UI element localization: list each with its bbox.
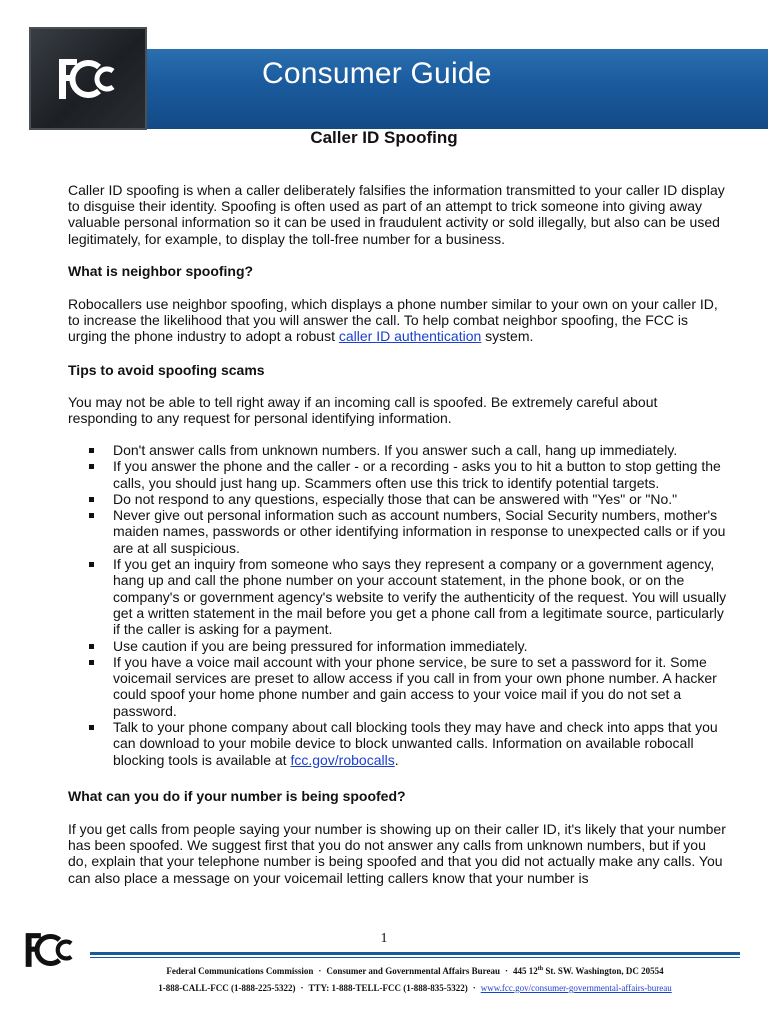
footer-address-line: Federal Communications Commission · Consumer and Governmental Affairs Bureau · 445 12th St. SW. Washington, DC 20554 xyxy=(166,966,664,976)
fcc-logo-icon xyxy=(24,930,78,970)
page-number: 1 xyxy=(380,931,388,946)
fcc-logo xyxy=(29,27,147,130)
intro-paragraph: Caller ID spoofing is when a caller deliberately falsifies the information transmitted to your caller ID display to disguise their identity. Spoofing is often used as part of an attempt to trick someone into giving away valuable personal information so it can be used in fraudulent activity or sold illegally, but also can be used legitimately, for example, to display the toll-free number for a business. xyxy=(68,182,725,247)
fcc-logo-icon xyxy=(57,57,121,101)
footer-address: 445 12th St. SW. Washington, DC 20554 xyxy=(513,966,664,976)
list-item: Do not respond to any questions, especially those that can be answered with "Yes" or "No." xyxy=(68,491,732,507)
list-item: Never give out personal information such as account numbers, Social Security numbers, mother's maiden names, passwords or other identifying information in response to unexpected calls or if you are at all suspicious. xyxy=(68,507,732,556)
footer-tty: TTY: 1-888-TELL-FCC (1-888-835-5322) xyxy=(308,983,468,993)
list-item: Use caution if you are being pressured for information immediately. xyxy=(68,638,732,654)
footer-divider-thin xyxy=(90,957,740,958)
list-item: If you get an inquiry from someone who says they represent a company or a government agency, hang up and call the phone number on your account statement, in the phone book, or on the company's or government agency's website to verify the authenticity of the request. You will usually get a written statement in the mail before you get a phone call from a legitimate source, particularly if the caller is asking for a payment. xyxy=(68,556,732,637)
footer-contact-line: 1-888-CALL-FCC (1-888-225-5322) · TTY: 1-888-TELL-FCC (1-888-835-5322) · www.fcc.gov/consumer-governmental-affairs-bureau xyxy=(158,983,672,993)
section-heading-neighbor-spoofing: What is neighbor spoofing? xyxy=(68,263,254,279)
footer-bureau: Consumer and Governmental Affairs Bureau xyxy=(326,966,501,976)
page-banner-title: Consumer Guide xyxy=(262,57,492,90)
neighbor-spoofing-paragraph: Robocallers use neighbor spoofing, which displays a phone number similar to your own on your caller ID, to increase the likelihood that you will answer the call. To help combat neighbor spoofing, the FCC is urging the phone industry to adopt a robust caller ID authentication system. xyxy=(68,296,718,345)
list-item: Don't answer calls from unknown numbers. If you answer such a call, hang up immediately. xyxy=(68,442,732,458)
footer-fcc-logo xyxy=(24,930,78,975)
footer-url-link[interactable]: www.fcc.gov/consumer-governmental-affairs-bureau xyxy=(480,983,672,993)
footer-phone: 1-888-CALL-FCC (1-888-225-5322) xyxy=(158,983,296,993)
fcc-robocalls-link[interactable]: fcc.gov/robocalls xyxy=(290,751,395,768)
document-title: Caller ID Spoofing xyxy=(310,128,458,147)
section-heading-tips: Tips to avoid spoofing scams xyxy=(68,362,265,378)
list-item: If you have a voice mail account with your phone service, be sure to set a password for it. Some voicemail services are preset to allow access if you call in from your own phone number. A hacker could spoof your home phone number and gain access to your voice mail if you do not set a password. xyxy=(68,654,732,719)
list-item: If you answer the phone and the caller - or a recording - asks you to hit a button to stop getting the calls, you should just hang up. Scammers often use this trick to identify potential targets. xyxy=(68,458,732,491)
number-spoofed-paragraph: If you get calls from people saying your number is showing up on their caller ID, it's likely that your number has been spoofed. We suggest first that you do not answer any calls from unknown numbers, but if you do, explain that your telephone number is being spoofed and that you did not actually make any calls. You can also place a message on your voicemail letting callers know that your number is xyxy=(68,821,726,886)
tips-list xyxy=(68,442,732,768)
caller-id-authentication-link[interactable]: caller ID authentication xyxy=(338,328,482,345)
tips-intro-paragraph: You may not be able to tell right away if an incoming call is spoofed. Be extremely careful about responding to any request for personal identifying information. xyxy=(68,394,658,427)
footer-org: Federal Communications Commission xyxy=(166,966,314,976)
list-item: Talk to your phone company about call blocking tools they may have and check into apps that you can download to your mobile device to block unwanted calls. Information on available robocall blocking tools is available at fcc.gov/robocalls. xyxy=(68,719,732,768)
section-heading-number-spoofed: What can you do if your number is being spoofed? xyxy=(68,788,406,804)
footer-divider xyxy=(90,952,740,955)
